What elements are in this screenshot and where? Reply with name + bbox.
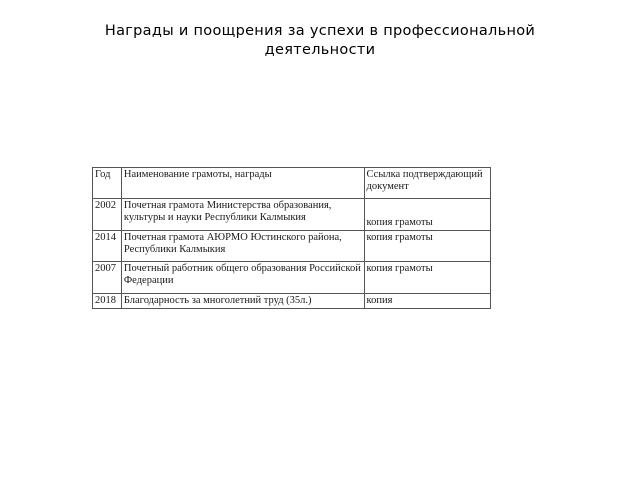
header-award-name: Наименование грамоты, награды — [121, 168, 364, 199]
cell-document: копия грамоты — [364, 231, 490, 262]
cell-award-name: Благодарность за многолетний труд (35л.) — [121, 294, 364, 309]
table-row — [93, 199, 491, 231]
cell-document: копия грамоты — [364, 199, 490, 231]
cell-document: копия грамоты — [364, 262, 490, 294]
header-year: Год — [93, 168, 122, 199]
cell-year: 2002 — [93, 199, 122, 231]
cell-document: копия — [364, 294, 490, 309]
table-row — [93, 262, 491, 294]
cell-award-name: Почетная грамота АЮРМО Юстинского района, Республики Калмыкия — [121, 231, 364, 262]
header-document: Ссылка подтверждающий документ — [364, 168, 490, 199]
cell-year: 2014 — [93, 231, 122, 262]
table-row — [93, 294, 491, 309]
table-header-row — [93, 168, 491, 199]
cell-award-name: Почетная грамота Министерства образования, культуры и науки Республики Калмыкия — [121, 199, 364, 231]
page-title: Награды и поощрения за успехи в профессиональной деятельности — [104, 23, 536, 58]
awards-table — [92, 167, 491, 309]
cell-year: 2007 — [93, 262, 122, 294]
cell-year: 2018 — [93, 294, 122, 309]
cell-award-name: Почетный работник общего образования Российской Федерации — [121, 262, 364, 294]
table-row — [93, 231, 491, 262]
